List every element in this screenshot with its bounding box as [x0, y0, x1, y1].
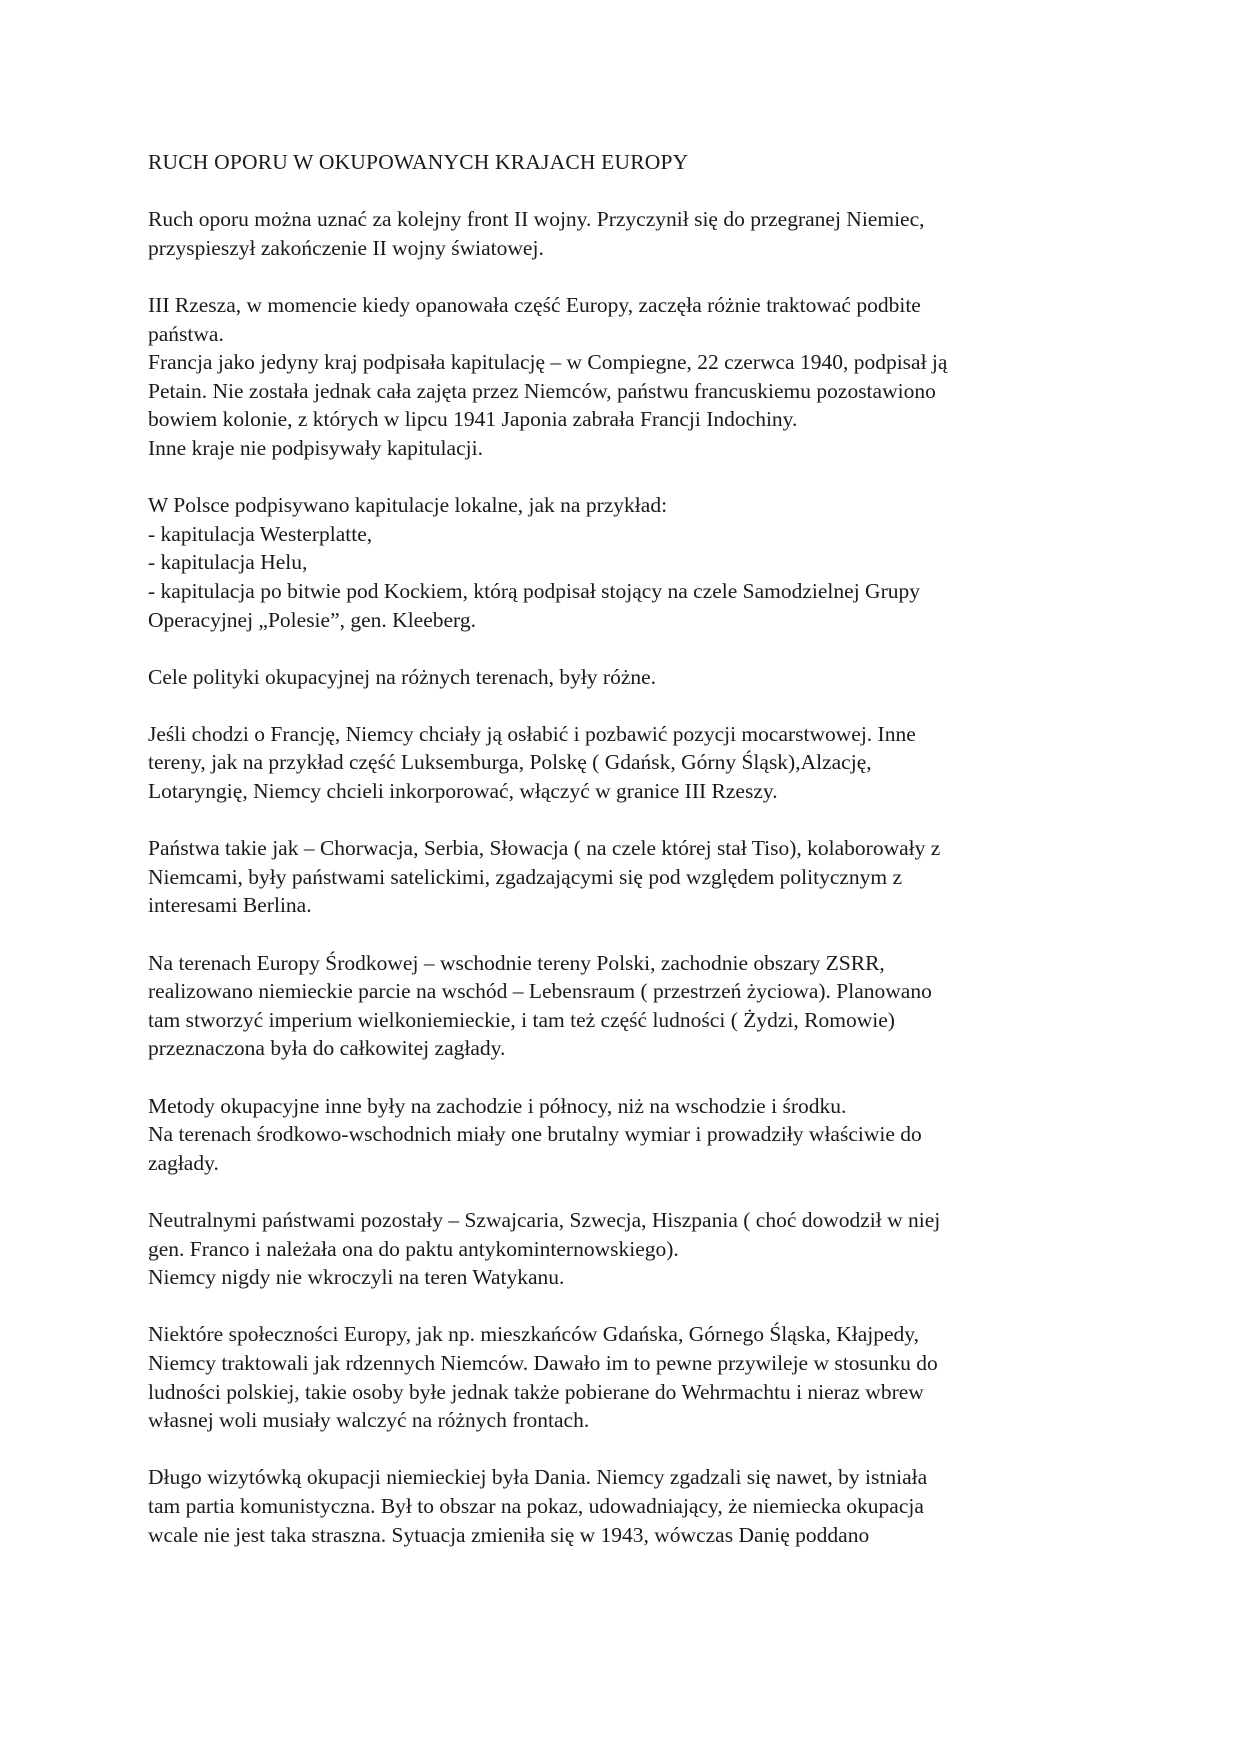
paragraph: [148, 491, 1100, 634]
text-line: gen. Franco i należała ona do paktu antykominternowskiego).: [148, 1236, 679, 1261]
text-line: przyspieszył zakończenie II wojny światowej.: [148, 235, 544, 260]
text-line: III Rzesza, w momencie kiedy opanowała część Europy, zaczęła różnie traktować podbite: [148, 292, 921, 317]
text-line: - kapitulacja Westerplatte,: [148, 521, 373, 546]
text-line: własnej woli musiały walczyć na różnych frontach.: [148, 1408, 590, 1433]
text-line: bowiem kolonie, z których w lipcu 1941 Japonia zabrała Francji Indochiny.: [148, 407, 798, 432]
paragraph: [148, 1463, 1100, 1549]
text-line: ludności polskiej, takie osoby byłe jednak także pobierane do Wehrmachtu i nieraz wbrew: [148, 1379, 924, 1404]
text-line: tam partia komunistyczna. Był to obszar na pokaz, udowadniający, że niemiecka okupacja: [148, 1493, 924, 1518]
document-title: RUCH OPORU W OKUPOWANYCH KRAJACH EUROPY: [148, 150, 689, 174]
text-line: Na terenach środkowo-wschodnich miały one brutalny wymiar i prowadziły właściwie do: [148, 1122, 922, 1147]
text-line: interesami Berlina.: [148, 893, 312, 918]
text-line: W Polsce podpisywano kapitulacje lokalne, jak na przykład:: [148, 493, 668, 518]
document-body: [148, 205, 1100, 1549]
paragraph: [148, 949, 1100, 1063]
text-line: Długo wizytówką okupacji niemieckiej była Dania. Niemcy zgadzali się nawet, by istniała: [148, 1465, 928, 1490]
paragraph: [148, 205, 1100, 262]
text-line: Metody okupacyjne inne były na zachodzie i północy, niż na wschodzie i środku.: [148, 1093, 847, 1118]
text-line: tereny, jak na przykład część Luksemburga, Polskę ( Gdańsk, Górny Śląsk),Alzację,: [148, 750, 872, 775]
text-line: Niemcami, były państwami satelickimi, zgadzającymi się pod względem politycznym z: [148, 864, 903, 889]
text-line: Jeśli chodzi o Francję, Niemcy chciały ją osłabić i pozbawić pozycji mocarstwowej. Inne: [148, 721, 916, 746]
text-line: - kapitulacja po bitwie pod Kockiem, którą podpisał stojący na czele Samodzielnej Grupy: [148, 578, 920, 603]
paragraph: [148, 291, 1100, 463]
paragraph: [148, 663, 1100, 692]
paragraph: [148, 1206, 1100, 1292]
text-line: Niektóre społeczności Europy, jak np. mieszkańców Gdańska, Górnego Śląska, Kłajpedy,: [148, 1322, 919, 1347]
text-line: Operacyjnej „Polesie”, gen. Kleeberg.: [148, 607, 476, 632]
text-line: Niemcy nigdy nie wkroczyli na teren Watykanu.: [148, 1265, 565, 1290]
text-line: Niemcy traktowali jak rdzennych Niemców. Dawało im to pewne przywileje w stosunku do: [148, 1350, 938, 1375]
text-line: tam stworzyć imperium wielkoniemieckie, i tam też część ludności ( Żydzi, Romowie): [148, 1007, 895, 1032]
text-line: Państwa takie jak – Chorwacja, Serbia, Słowacja ( na czele której stał Tiso), kolaborowały z: [148, 836, 941, 861]
text-line: Na terenach Europy Środkowej – wschodnie tereny Polski, zachodnie obszary ZSRR,: [148, 950, 885, 975]
paragraph: [148, 834, 1100, 920]
text-line: Neutralnymi państwami pozostały – Szwajcaria, Szwecja, Hiszpania ( choć dowodził w niej: [148, 1207, 941, 1232]
text-line: Lotaryngię, Niemcy chcieli inkorporować, włączyć w granice III Rzeszy.: [148, 779, 778, 804]
text-line: zagłady.: [148, 1150, 219, 1175]
text-line: wcale nie jest taka straszna. Sytuacja zmieniła się w 1943, wówczas Danię poddano: [148, 1522, 870, 1547]
text-line: Inne kraje nie podpisywały kapitulacji.: [148, 435, 483, 460]
text-line: Cele polityki okupacyjnej na różnych terenach, były różne.: [148, 664, 657, 689]
text-line: przeznaczona była do całkowitej zagłady.: [148, 1036, 506, 1061]
text-line: realizowano niemieckie parcie na wschód – Lebensraum ( przestrzeń życiowa). Planowano: [148, 979, 932, 1004]
text-line: państwa.: [148, 321, 224, 346]
text-line: - kapitulacja Helu,: [148, 550, 308, 575]
paragraph: [148, 720, 1100, 806]
text-line: Ruch oporu można uznać za kolejny front II wojny. Przyczynił się do przegranej Niemiec,: [148, 207, 925, 232]
paragraph: [148, 1092, 1100, 1178]
text-line: Petain. Nie została jednak cała zajęta przez Niemców, państwu francuskiemu pozostawiono: [148, 378, 936, 403]
paragraph: [148, 1320, 1100, 1434]
text-line: Francja jako jedyny kraj podpisała kapitulację – w Compiegne, 22 czerwca 1940, podpisał ją: [148, 350, 948, 375]
